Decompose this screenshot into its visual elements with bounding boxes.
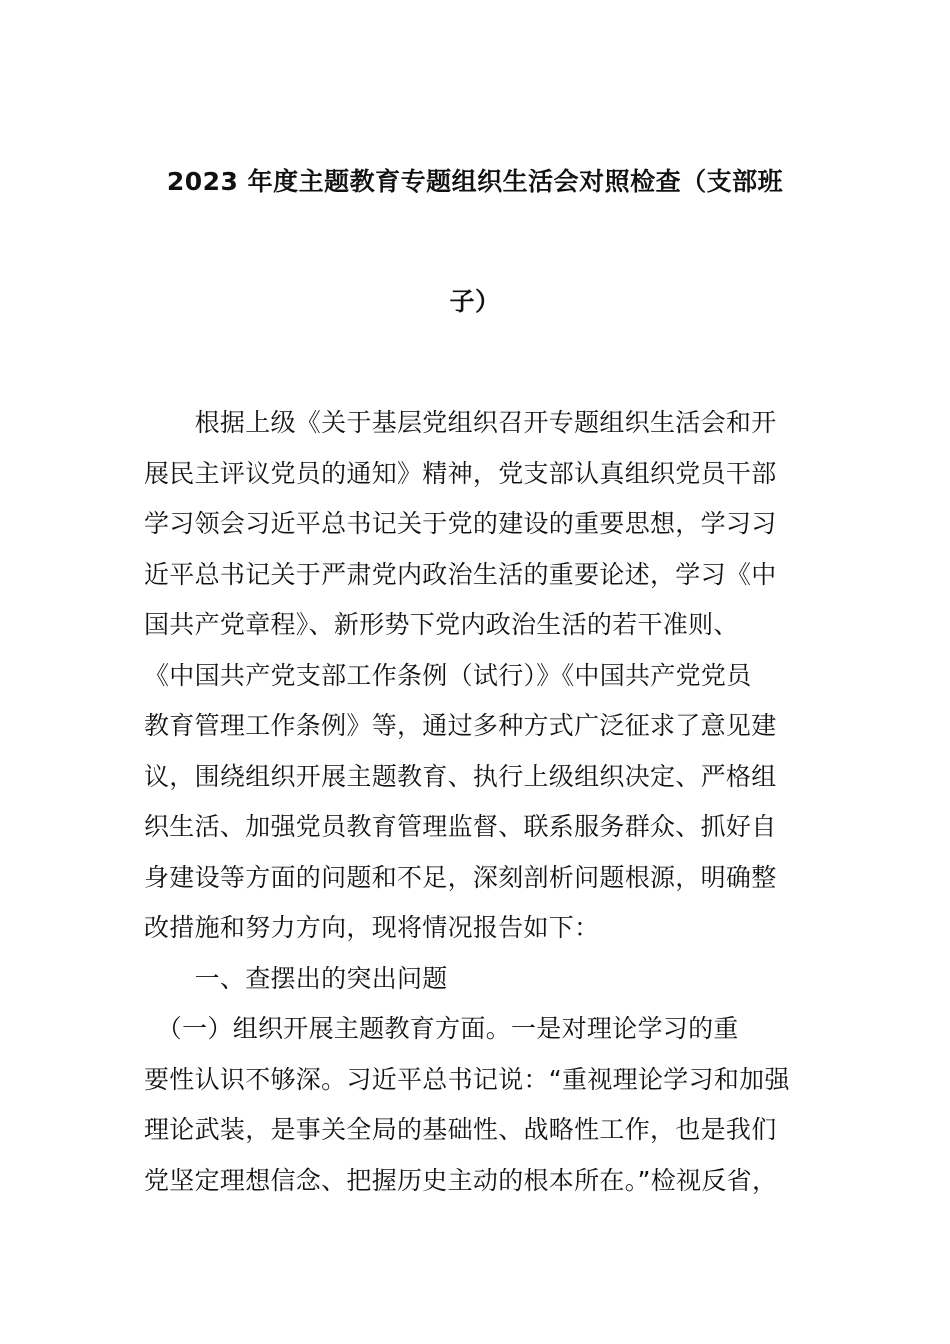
body-line: 展民主评议党员的通知》精神，党支部认真组织党员干部 — [144, 458, 777, 488]
body-line: （一）组织开展主题教育方面。一是对理论学习的重 — [144, 1014, 739, 1043]
document-title-line-2: 子） — [449, 287, 501, 316]
section-heading: 一、查摆出的突出问题 — [144, 963, 448, 993]
body-line: 改措施和努力方向，现将情况报告如下： — [144, 913, 600, 942]
body-line: 理论武装，是事关全局的基础性、战略性工作，也是我们 — [144, 1115, 777, 1144]
document-title-line-1: 2023 年度主题教育专题组织生活会对照检查（支部班 — [166, 167, 784, 196]
body-line: 近平总书记关于严肃党内政治生活的重要论述，学习《中 — [144, 559, 777, 589]
body-line: 根据上级《关于基层党组织召开专题组织生活会和开 — [144, 408, 777, 437]
body-line: 织生活、加强党员教育管理监督、联系服务群众、抓好自 — [144, 812, 777, 841]
body-line: 教育管理工作条例》等，通过多种方式广泛征求了意见建 — [144, 711, 777, 740]
body-line: 身建设等方面的问题和不足，深刻剖析问题根源，明确整 — [144, 862, 777, 892]
body-line: 要性认识不够深。习近平总书记说：“重视理论学习和加强 — [144, 1064, 790, 1094]
body-line: 党坚定理想信念、把握历史主动的根本所在。”检视反省， — [144, 1165, 778, 1195]
body-line: 议，围绕组织开展主题教育、执行上级组织决定、严格组 — [144, 761, 777, 791]
document-body — [144, 398, 809, 1206]
body-line: 学习领会习近平总书记关于党的建设的重要思想，学习习 — [144, 509, 777, 538]
body-line: 国共产党章程》、新形势下党内政治生活的若干准则、 — [144, 610, 739, 639]
body-line: 《中国共产党支部工作条例（试行）》《中国共产党党员 — [144, 660, 752, 690]
